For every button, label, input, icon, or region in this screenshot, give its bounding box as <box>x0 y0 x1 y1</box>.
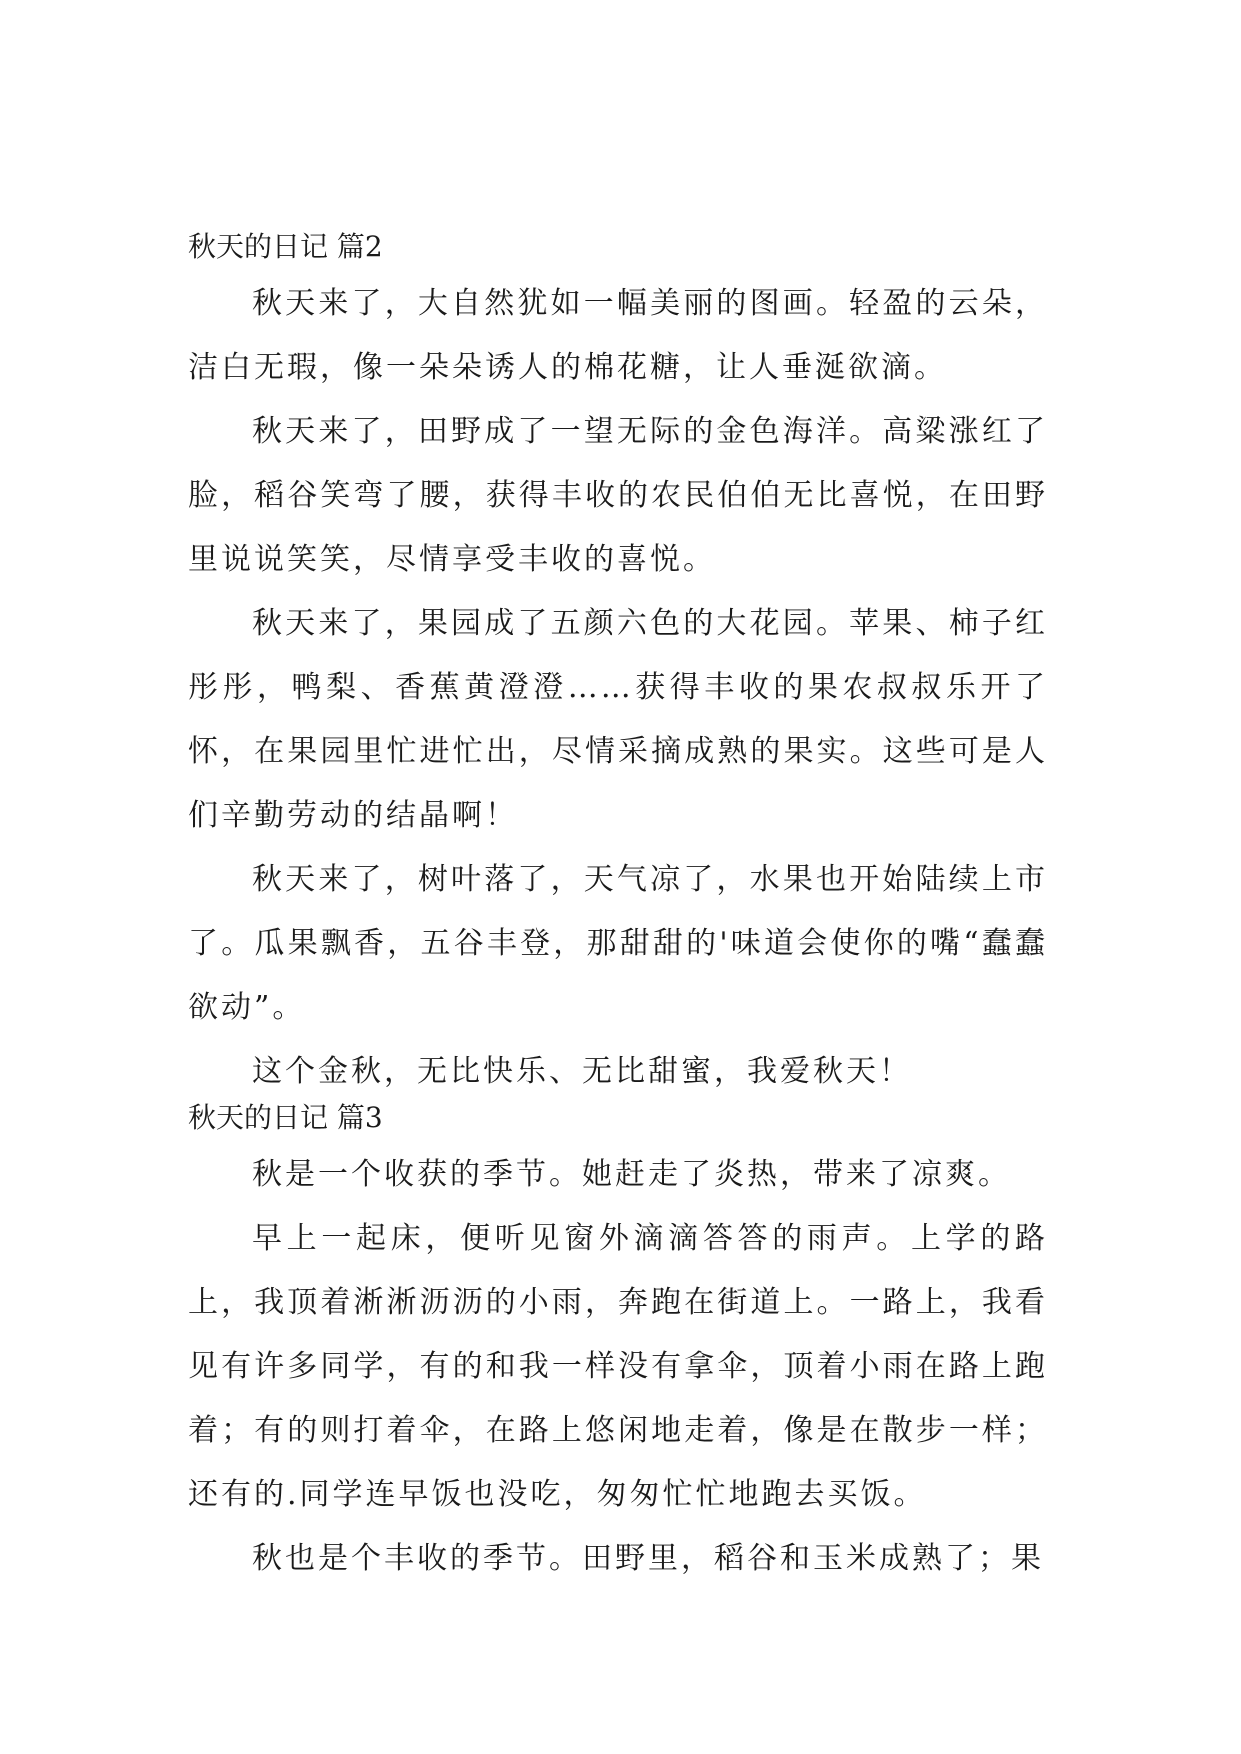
diary-entry-3 <box>188 1093 1048 1591</box>
paragraph: 秋天来了，田野成了一望无际的金色海洋。高粱涨红了脸，稻谷笑弯了腰，获得丰收的农民伯伯无比喜悦，在田野里说说笑笑，尽情享受丰收的喜悦。 <box>188 414 1048 577</box>
paragraph: 早上一起床，便听见窗外滴滴答答的雨声。上学的路上，我顶着淅淅沥沥的小雨，奔跑在街道上。一路上，我看见有许多同学，有的和我一样没有拿伞，顶着小雨在路上跑着；有的则打着伞，在路上悠闲地走着，像是在散步一样；还有的.同学连早饭也没吃，匆匆忙忙地跑去买饭。 <box>188 1221 1048 1512</box>
paragraph: 秋天来了，树叶落了，天气凉了，水果也开始陆续上市了。瓜果飘香，五谷丰登，那甜甜的'味道会使你的嘴“蠢蠢欲动”。 <box>188 862 1048 1025</box>
paragraph: 秋是一个收获的季节。她赶走了炎热，带来了凉爽。 <box>252 1157 1011 1192</box>
paragraph: 这个金秋，无比快乐、无比甜蜜，我爱秋天！ <box>252 1054 912 1089</box>
diary-entry-2 <box>188 222 1048 1104</box>
entry-heading: 秋天的日记 篇3 <box>188 1101 383 1134</box>
paragraph: 秋天来了，果园成了五颜六色的大花园。苹果、柿子红彤彤，鸭梨、香蕉黄澄澄……获得丰收的果农叔叔乐开了怀，在果园里忙进忙出，尽情采摘成熟的果实。这些可是人们辛勤劳动的结晶啊！ <box>188 606 1048 833</box>
paragraph: 秋也是个丰收的季节。田野里，稻谷和玉米成熟了；果 <box>252 1541 1044 1576</box>
paragraph: 秋天来了，大自然犹如一幅美丽的图画。轻盈的云朵，洁白无瑕，像一朵朵诱人的棉花糖，让人垂涎欲滴。 <box>188 286 1048 385</box>
entry-heading: 秋天的日记 篇2 <box>188 230 383 263</box>
